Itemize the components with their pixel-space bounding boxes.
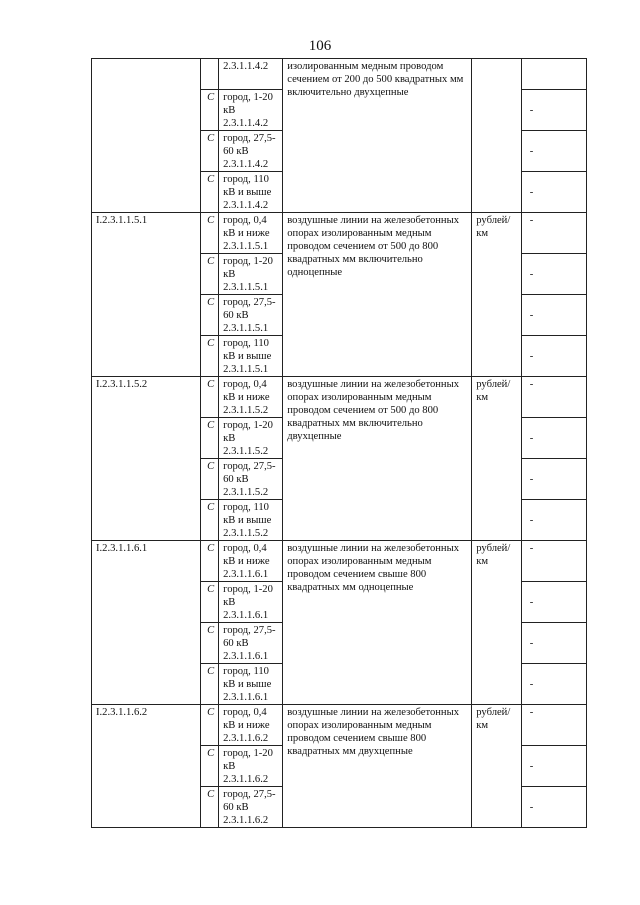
row-category-cell: С [201, 623, 219, 664]
row-category-cell: С [201, 705, 219, 746]
row-unit-cell: рублей/км [472, 541, 522, 705]
row-price-cell: - [521, 623, 586, 664]
row-price-cell: - [521, 172, 586, 213]
row-category-cell: С [201, 664, 219, 705]
page-number: 106 [308, 38, 332, 54]
row-zone-cell: город, 27,5-60 кВ 2.3.1.1.6.1 [219, 623, 283, 664]
row-price-cell: - [521, 459, 586, 500]
row-code-cell: I.2.3.1.1.5.1 [92, 213, 201, 377]
row-zone-cell: город, 0,4 кВ и ниже 2.3.1.1.6.2 [219, 705, 283, 746]
table-row [92, 705, 587, 746]
row-category-cell: С [201, 541, 219, 582]
row-zone-cell: город, 1-20 кВ 2.3.1.1.5.1 [219, 254, 283, 295]
row-price-cell: - [521, 131, 586, 172]
row-category-cell: С [201, 459, 219, 500]
row-category-cell: С [201, 746, 219, 787]
table-row [92, 541, 587, 582]
row-price-cell: - [521, 787, 586, 828]
row-description-cell: воздушные линии на железобетонных опорах изолированным медным проводом сечением от 500 до 800 квадратных мм включительно одноцепные [283, 213, 472, 377]
row-price-cell: - [521, 500, 586, 541]
row-code-cell: I.2.3.1.1.6.1 [92, 541, 201, 705]
row-zone-cell: город, 1-20 кВ 2.3.1.1.6.1 [219, 582, 283, 623]
table-row [92, 377, 587, 418]
row-zone-cell: город, 1-20 кВ 2.3.1.1.4.2 [219, 90, 283, 131]
row-zone-cell: город, 0,4 кВ и ниже 2.3.1.1.6.1 [219, 541, 283, 582]
row-zone-cell: город, 27,5-60 кВ 2.3.1.1.4.2 [219, 131, 283, 172]
row-category-cell: С [201, 131, 219, 172]
row-price-cell: - [521, 541, 586, 582]
row-price-cell: - [521, 746, 586, 787]
row-category-cell: С [201, 787, 219, 828]
row-description-cell: воздушные линии на железобетонных опорах изолированным медным проводом сечением от 500 до 800 квадратных мм включительно двухцепные [283, 377, 472, 541]
row-category-cell: С [201, 295, 219, 336]
row-zone-cell: город, 0,4 кВ и ниже 2.3.1.1.5.1 [219, 213, 283, 254]
row-code-cell: I.2.3.1.1.5.2 [92, 377, 201, 541]
row-category-cell: С [201, 377, 219, 418]
tariff-table [91, 58, 587, 828]
row-zone-cell: город, 27,5-60 кВ 2.3.1.1.5.2 [219, 459, 283, 500]
row-zone-cell: город, 27,5-60 кВ 2.3.1.1.5.1 [219, 295, 283, 336]
row-code-cell [92, 59, 201, 213]
row-price-cell: - [521, 336, 586, 377]
row-description-cell: воздушные линии на железобетонных опорах изолированным медным проводом сечением свыше 800 квадратных мм одноцепные [283, 541, 472, 705]
row-category-cell: С [201, 172, 219, 213]
row-category-cell [201, 59, 219, 90]
row-price-cell: - [521, 377, 586, 418]
row-zone-cell: город, 110 кВ и выше 2.3.1.1.6.1 [219, 664, 283, 705]
row-price-cell: - [521, 582, 586, 623]
row-price-cell: - [521, 254, 586, 295]
row-unit-cell: рублей/км [472, 705, 522, 828]
row-zone-cell: 2.3.1.1.4.2 [219, 59, 283, 90]
row-price-cell: - [521, 705, 586, 746]
row-price-cell: - [521, 418, 586, 459]
tariff-table-body [92, 59, 587, 828]
row-category-cell: С [201, 582, 219, 623]
row-category-cell: С [201, 90, 219, 131]
row-zone-cell: город, 27,5-60 кВ 2.3.1.1.6.2 [219, 787, 283, 828]
table-row [92, 213, 587, 254]
row-price-cell: - [521, 213, 586, 254]
row-category-cell: С [201, 418, 219, 459]
row-zone-cell: город, 1-20 кВ 2.3.1.1.5.2 [219, 418, 283, 459]
row-description-cell: воздушные линии на железобетонных опорах изолированным медным проводом сечением свыше 800 квадратных мм двухцепные [283, 705, 472, 828]
row-category-cell: С [201, 500, 219, 541]
table-row [92, 59, 587, 90]
row-price-cell [521, 59, 586, 90]
row-zone-cell: город, 0,4 кВ и ниже 2.3.1.1.5.2 [219, 377, 283, 418]
row-zone-cell: город, 110 кВ и выше 2.3.1.1.4.2 [219, 172, 283, 213]
row-description-cell: изолированным медным проводом сечением от 200 до 500 квадратных мм включительно двухцепные [283, 59, 472, 213]
row-category-cell: С [201, 213, 219, 254]
row-zone-cell: город, 1-20 кВ 2.3.1.1.6.2 [219, 746, 283, 787]
row-unit-cell: рублей/км [472, 377, 522, 541]
row-zone-cell: город, 110 кВ и выше 2.3.1.1.5.1 [219, 336, 283, 377]
row-zone-cell: город, 110 кВ и выше 2.3.1.1.5.2 [219, 500, 283, 541]
row-price-cell: - [521, 295, 586, 336]
row-unit-cell: рублей/км [472, 213, 522, 377]
row-price-cell: - [521, 90, 586, 131]
row-code-cell: I.2.3.1.1.6.2 [92, 705, 201, 828]
row-price-cell: - [521, 664, 586, 705]
row-category-cell: С [201, 254, 219, 295]
row-category-cell: С [201, 336, 219, 377]
row-unit-cell [472, 59, 522, 213]
